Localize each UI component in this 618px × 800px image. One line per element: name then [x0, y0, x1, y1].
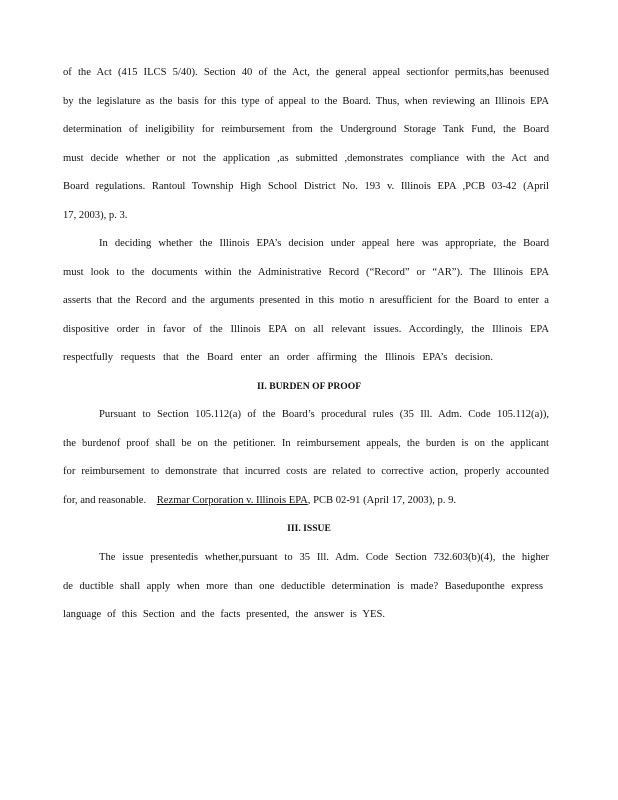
paragraph-1-line-6: 17, 2003), p. 3.	[63, 210, 128, 221]
paragraph-2-line-3: asserts that the Record and the arguments presented in this motio n aresufficient for the Board to enter a	[63, 295, 549, 306]
section-heading-issue: III. ISSUE	[287, 523, 331, 534]
paragraph-2-line-1: In deciding whether the Illinois EPA’s decision under appeal here was appropriate, the Board	[99, 238, 549, 249]
section-3-line-3: language of this Section and the facts presented, the answer is YES.	[63, 609, 385, 620]
paragraph-1-line-2: by the legislature as the basis for this type of appeal to the Board. Thus, when reviewing an Illinois EPA	[63, 96, 549, 107]
section-2-line-4	[63, 494, 549, 508]
citation-prefix: for, and reasonable.	[63, 495, 147, 506]
citation-suffix: , PCB 02-91 (April 17, 2003), p. 9.	[307, 495, 457, 506]
paragraph-1-line-3: determination of ineligibility for reimbursement from the Underground Storage Tank Fund, the Board	[63, 124, 549, 135]
paragraph-2-line-5: respectfully requests that the Board enter an order affirming the Illinois EPA’s decision.	[63, 352, 493, 363]
paragraph-1-line-4: must decide whether or not the application ,as submitted ,demonstrates compliance with the Act and	[63, 153, 549, 164]
paragraph-1-line-5: Board regulations. Rantoul Township High School District No. 193 v. Illinois EPA ,PCB 03-42 (April	[63, 181, 549, 192]
section-3-line-2: de ductible shall apply when more than one deductible determination is made? Baseduponthe express	[63, 581, 543, 592]
section-heading-burden-of-proof: II. BURDEN OF PROOF	[256, 381, 362, 392]
section-2-line-3: for reimbursement to demonstrate that incurred costs are related to corrective action, properly accounted	[63, 466, 549, 477]
case-name-rezmar: Rezmar Corporation v. Illinois EPA	[156, 495, 308, 506]
paragraph-1-line-1: of the Act (415 ILCS 5/40). Section 40 of the Act, the general appeal sectionfor permits,has beenused	[63, 67, 549, 78]
paragraph-2-line-4: dispositive order in favor of the Illinois EPA on all relevant issues. Accordingly, the Illinois EPA	[63, 324, 549, 335]
section-2-line-2: the burdenof proof shall be on the petitioner. In reimbursement appeals, the burden is on the applicant	[63, 438, 549, 449]
section-3-line-1: The issue presentedis whether,pursuant to 35 Ill. Adm. Code Section 732.603(b)(4), the higher	[99, 552, 549, 563]
section-2-line-1: Pursuant to Section 105.112(a) of the Board’s procedural rules (35 Ill. Adm. Code 105.112(a)),	[99, 409, 549, 420]
paragraph-2-line-2: must look to the documents within the Administrative Record (“Record” or “AR”). The Illinois EPA	[63, 267, 549, 278]
